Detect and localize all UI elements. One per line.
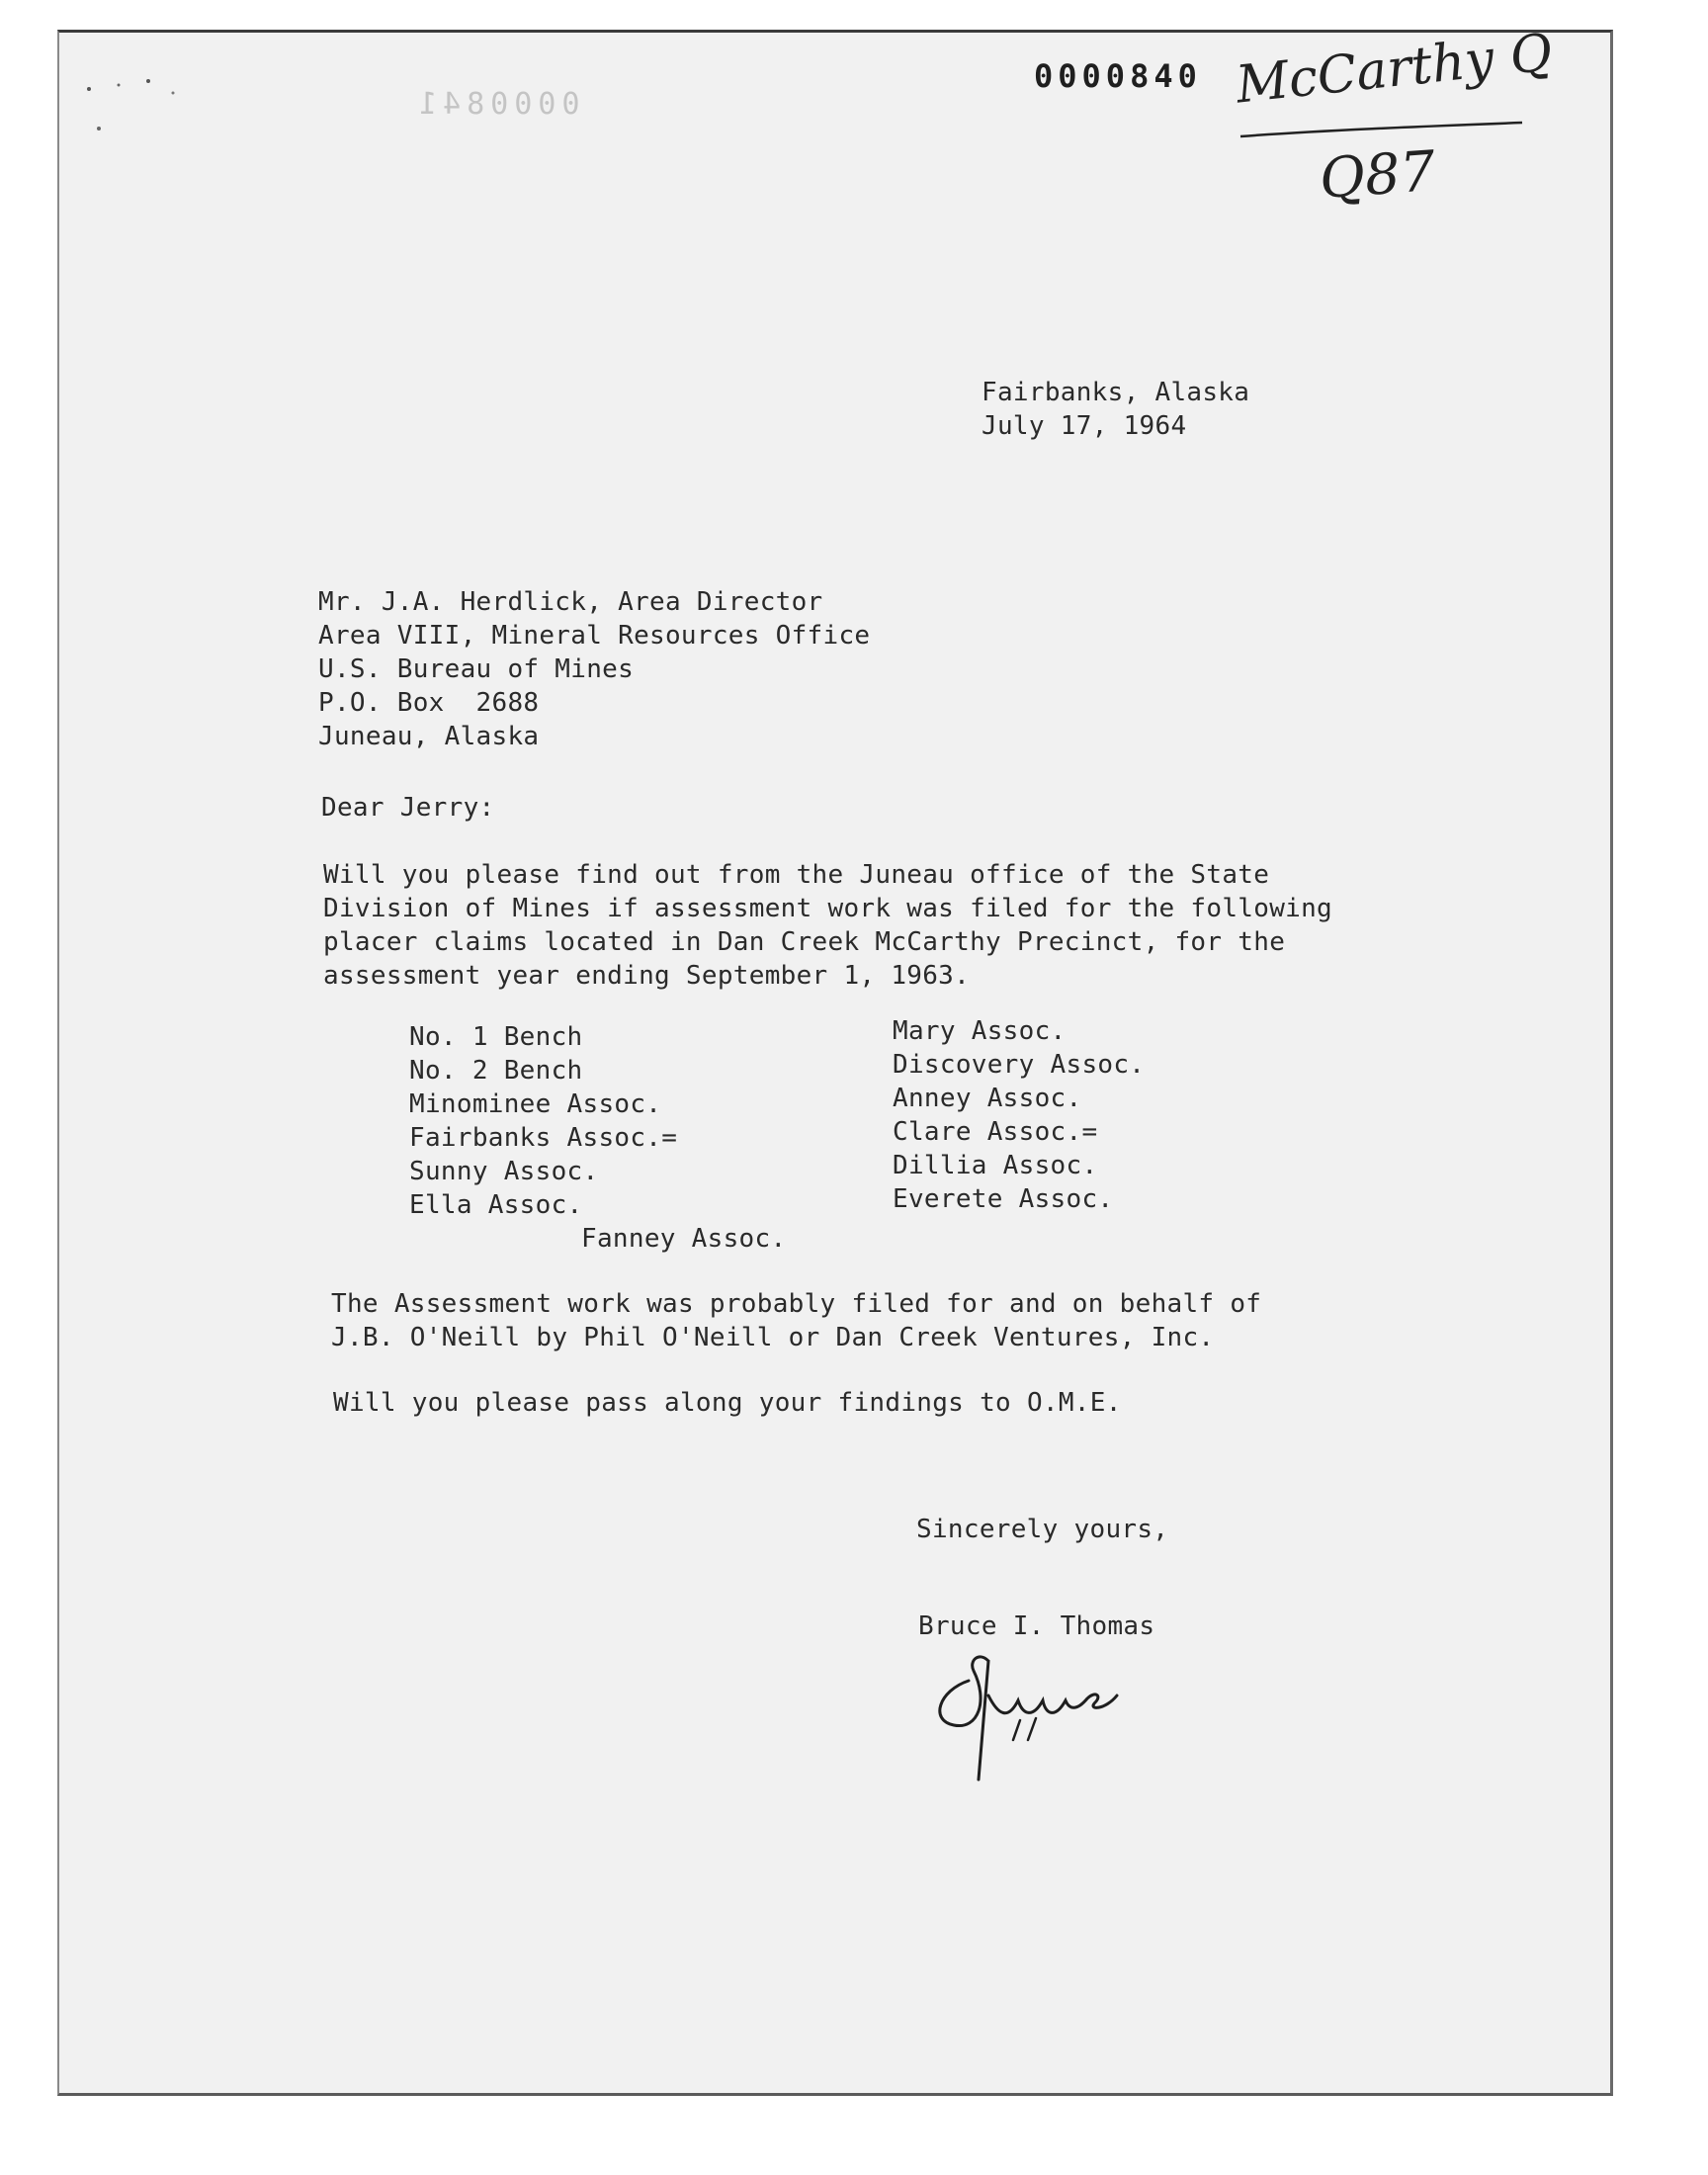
handwritten-signature [929,1641,1166,1789]
body-paragraph-1-line-4: assessment year ending September 1, 1963. [323,961,971,991]
scan-specks [79,59,198,138]
claim-right-5: Dillia Assoc. [893,1151,1098,1180]
claim-left-5: Sunny Assoc. [409,1157,599,1186]
claim-left-4: Fairbanks Assoc.= [409,1123,678,1153]
recipient-line-5: Juneau, Alaska [318,722,540,751]
handwritten-file-code: Q87 [1317,138,1438,213]
claim-right-6: Everete Assoc. [893,1184,1114,1214]
claim-right-1: Mary Assoc. [893,1016,1067,1046]
body-paragraph-2-line-2: J.B. O'Neill by Phil O'Neill or Dan Creek Ventures, Inc. [331,1323,1215,1352]
mirrored-document-number: 0000841 [413,87,580,122]
claim-right-4: Clare Assoc.= [893,1117,1098,1147]
claim-left-3: Minominee Assoc. [409,1089,662,1119]
claim-left-2: No. 2 Bench [409,1056,583,1086]
handwritten-margin-note: McCarthy Q [1233,23,1556,116]
body-paragraph-1-line-2: Division of Mines if assessment work was filed for the following [323,894,1333,923]
recipient-line-2: Area VIII, Mineral Resources Office [318,621,871,651]
signer-name: Bruce I. Thomas [918,1611,1155,1641]
claim-left-1: No. 1 Bench [409,1022,583,1052]
claim-right-3: Anney Assoc. [893,1084,1082,1113]
body-paragraph-1-line-3: placer claims located in Dan Creek McCarthy Precinct, for the [323,927,1286,957]
recipient-line-1: Mr. J.A. Herdlick, Area Director [318,587,823,617]
recipient-line-3: U.S. Bureau of Mines [318,654,635,684]
claim-right-2: Discovery Assoc. [893,1050,1146,1080]
claim-left-6: Ella Assoc. [409,1190,583,1220]
claim-center: Fanney Assoc. [581,1224,787,1254]
salutation: Dear Jerry: [321,793,495,823]
body-paragraph-2-line-1: The Assessment work was probably filed for and on behalf of [331,1289,1262,1319]
body-paragraph-3: Will you please pass along your findings to O.M.E. [333,1388,1122,1418]
dateline-place: Fairbanks, Alaska [982,378,1250,407]
document-number-stamp: 0000840 [1034,57,1202,95]
closing: Sincerely yours, [916,1515,1169,1544]
letter-sheet [57,30,1613,2096]
recipient-line-4: P.O. Box 2688 [318,688,540,718]
body-paragraph-1-line-1: Will you please find out from the Juneau office of the State [323,860,1270,890]
dateline-date: July 17, 1964 [982,411,1187,441]
